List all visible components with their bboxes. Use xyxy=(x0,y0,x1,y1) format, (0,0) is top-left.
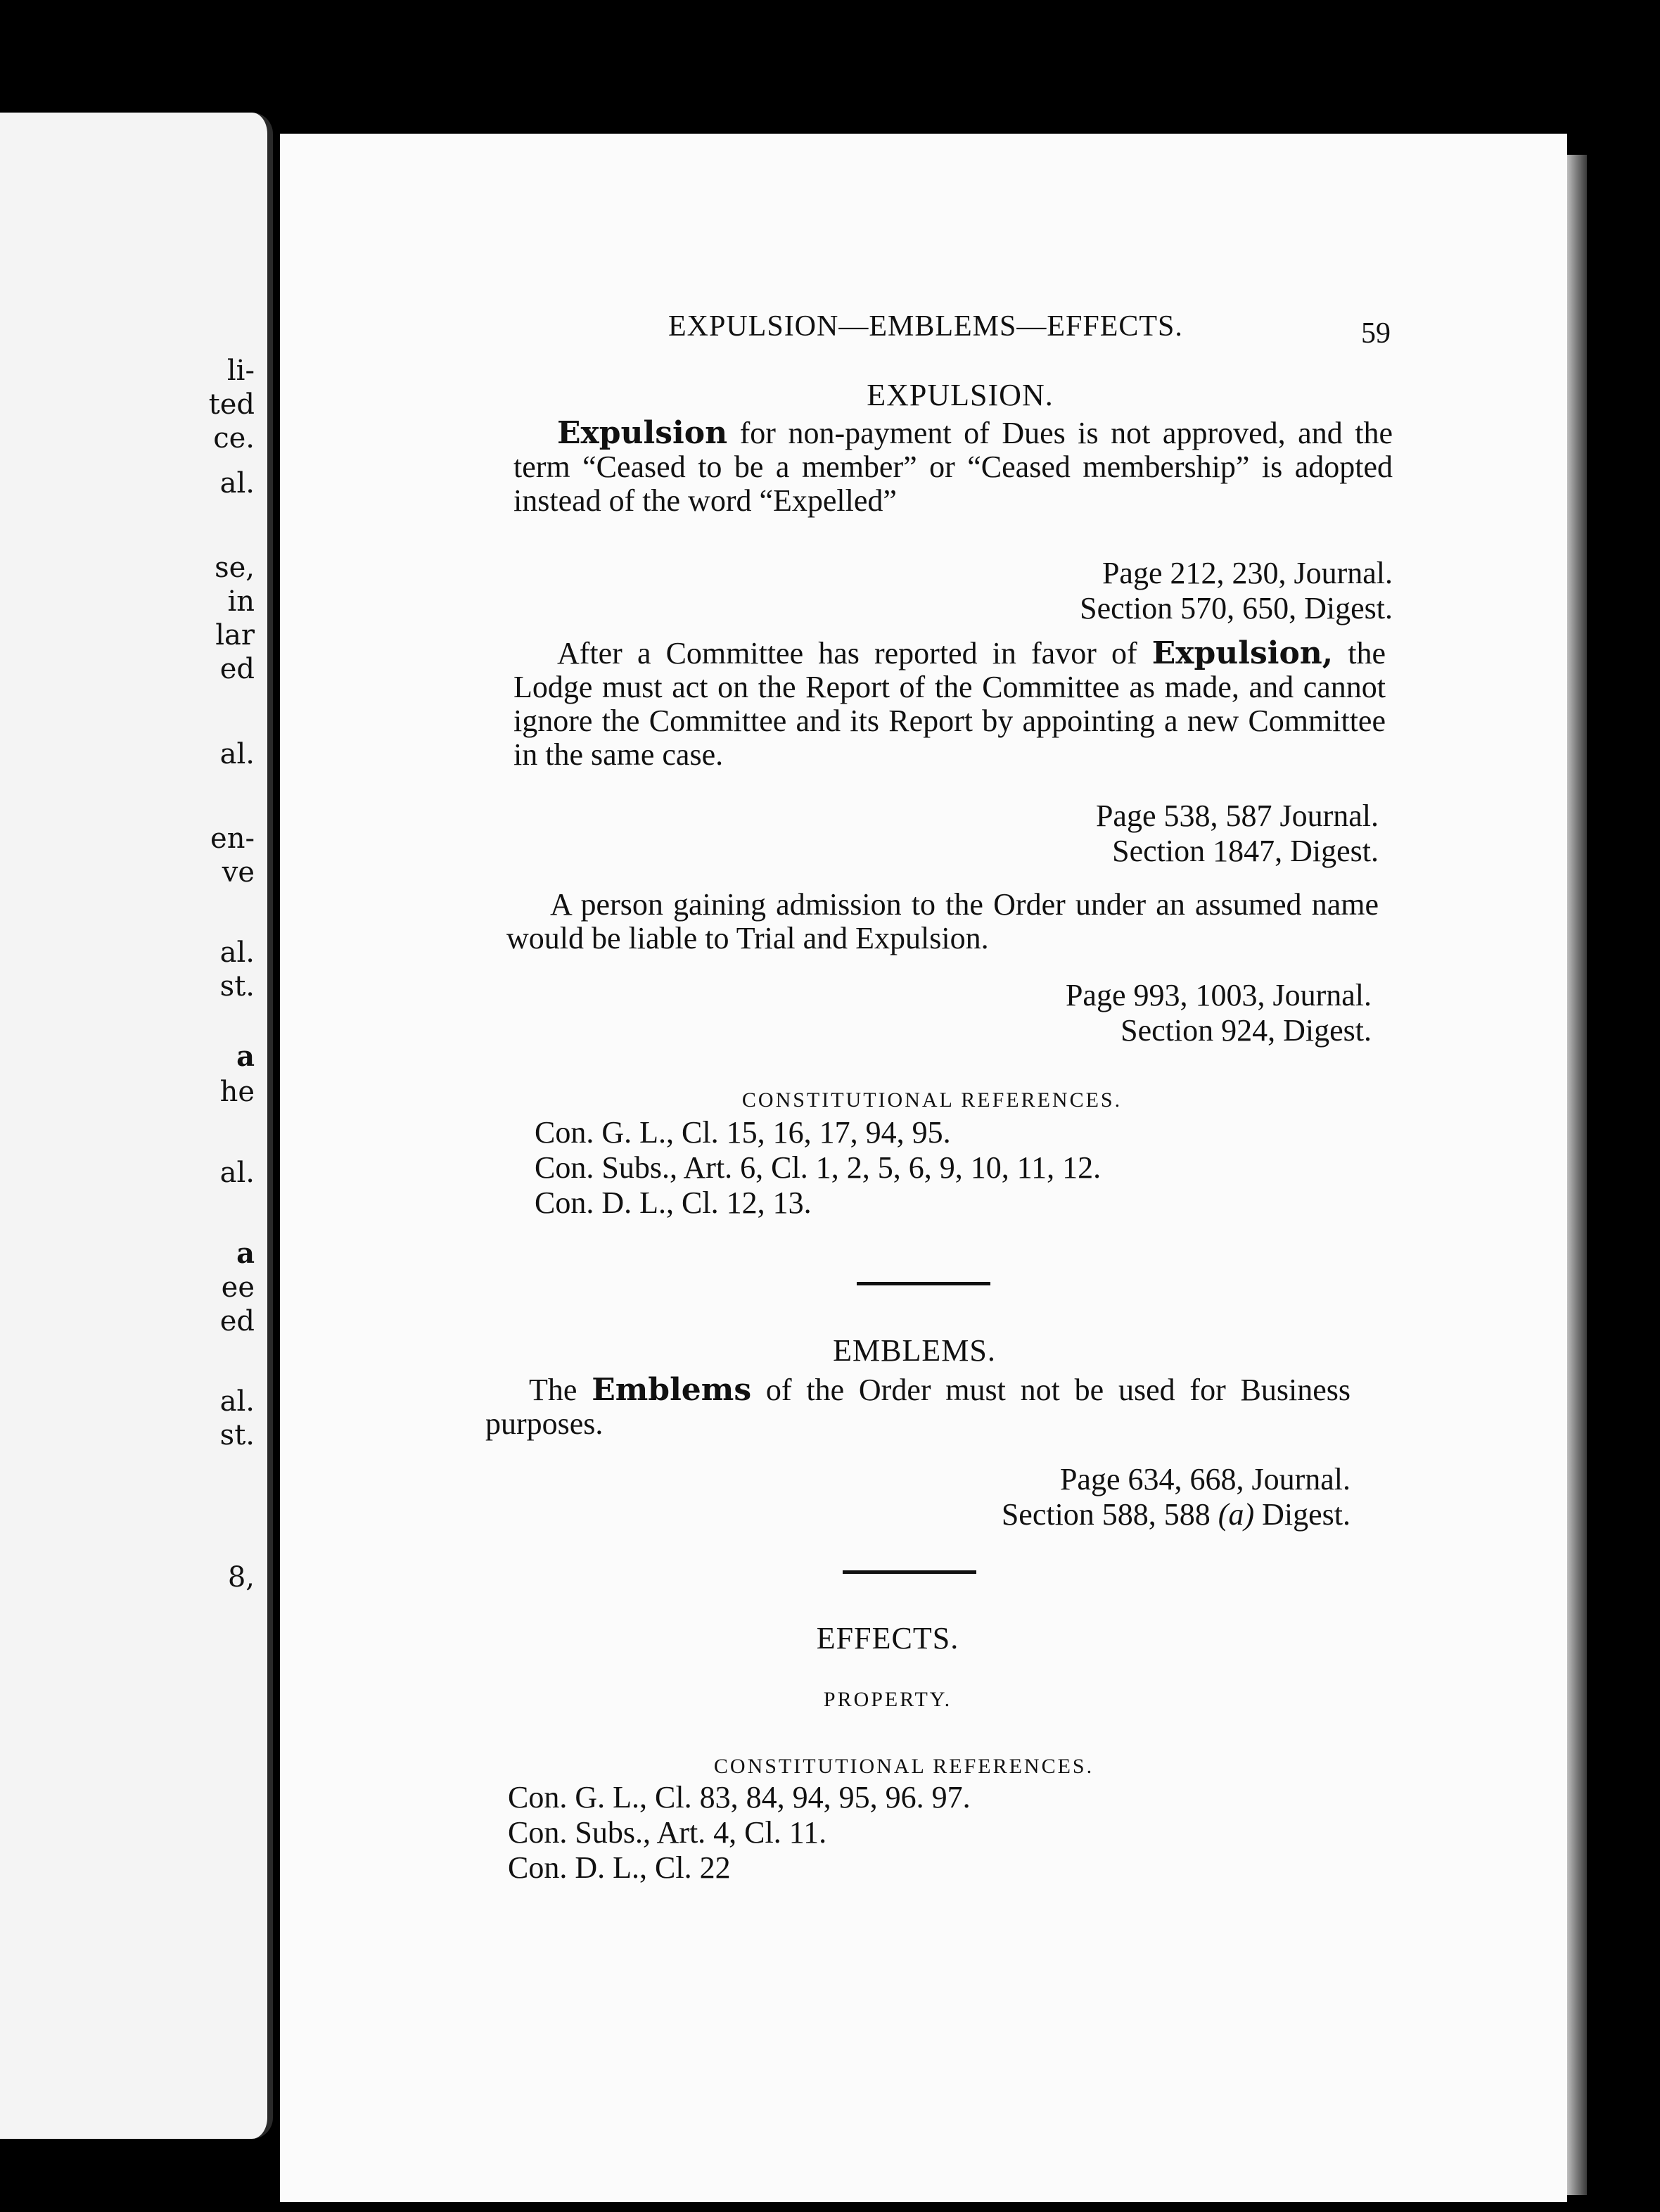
reference-line: Con. G. L., Cl. 83, 84, 94, 95, 96. 97. xyxy=(508,1780,971,1814)
reference-line: Con. G. L., Cl. 15, 16, 17, 94, 95. xyxy=(535,1115,951,1150)
left-page-fragment: ee xyxy=(221,1271,255,1304)
section-heading-effects: EFFECTS. xyxy=(816,1621,959,1655)
expulsion-paragraph-2: After a Committee has reported in favor of Expulsion, the Lodge must act on the Report of the Committee as made, and cannot ignore the Committee and its Report by appointing a new Committee in the same case. xyxy=(513,635,1386,772)
emblems-paragraph: The Emblems of the Order must not be used for Business purposes. xyxy=(485,1372,1351,1441)
section-heading-expulsion: EXPULSION. xyxy=(867,378,1054,412)
left-page-fragment: ed xyxy=(219,653,255,685)
citation-2: Page 538, 587 Journal. Section 1847, Digest. xyxy=(1095,799,1379,868)
left-page-fragment: he xyxy=(219,1076,255,1108)
left-page-fragment: li- xyxy=(226,355,255,387)
bold-term: Expulsion, xyxy=(1151,635,1334,671)
left-page-fragment: ce. xyxy=(213,422,255,455)
expulsion-paragraph-3: A person gaining admission to the Order under an assumed name would be liable to Trial and Expulsion. xyxy=(506,887,1379,955)
reference-line: Con. D. L., Cl. 12, 13. xyxy=(535,1186,812,1220)
citation-emblems: Page 634, 668, Journal. Section 588, 588 (a) Digest. xyxy=(1001,1462,1351,1532)
left-page-fragment: st. xyxy=(219,1419,255,1451)
constitutional-references-list xyxy=(535,1115,1308,1221)
section-divider xyxy=(843,1570,976,1574)
left-page-fragment: en- xyxy=(210,822,255,855)
left-page-fragment: lar xyxy=(215,619,255,651)
citation-1: Page 212, 230, Journal. Section 570, 650, Digest. xyxy=(1080,556,1393,625)
reference-line: Con. D. L., Cl. 22 xyxy=(508,1850,731,1885)
left-page-fragment: in xyxy=(227,585,255,618)
left-page-fragment: ve xyxy=(222,856,255,889)
constitutional-references-heading: CONSTITUTIONAL REFERENCES. xyxy=(713,1755,1094,1778)
left-facing-page xyxy=(0,113,273,2139)
left-page-fragment: al. xyxy=(219,936,255,969)
running-head: EXPULSION—EMBLEMS—EFFECTS. xyxy=(668,310,1183,343)
bold-term: Expulsion xyxy=(557,415,728,451)
constitutional-references-heading: CONSTITUTIONAL REFERENCES. xyxy=(741,1088,1123,1112)
left-page-fragment: al. xyxy=(219,1385,255,1418)
citation-3: Page 993, 1003, Journal. Section 924, Digest. xyxy=(1065,978,1372,1048)
left-page-fragment: 8, xyxy=(227,1561,255,1594)
left-page-fragment: a xyxy=(236,1237,255,1270)
bold-term: Emblems xyxy=(592,1372,752,1408)
left-page-fragment: a xyxy=(236,1040,255,1073)
reference-line: Con. Subs., Art. 6, Cl. 1, 2, 5, 6, 9, 10, 11, 12. xyxy=(535,1150,1102,1185)
left-page-fragment: st. xyxy=(219,970,255,1003)
left-page-fragment: ted xyxy=(208,388,255,421)
left-page-fragment: al. xyxy=(219,467,255,500)
left-page-fragment: se, xyxy=(215,552,255,584)
page-stack-edge xyxy=(1567,155,1587,2195)
page-number: 59 xyxy=(1361,317,1391,350)
section-divider xyxy=(857,1282,990,1285)
expulsion-paragraph-1: Expulsion for non-payment of Dues is not approved, and the term “Ceased to be a member” or “Ceased membership” is adopted instead of the word “Expelled” xyxy=(513,415,1393,518)
section-heading-emblems: EMBLEMS. xyxy=(833,1333,996,1368)
left-page-fragment: al. xyxy=(219,1157,255,1189)
left-page-fragment: ed xyxy=(219,1305,255,1337)
reference-line: Con. Subs., Art. 4, Cl. 11. xyxy=(508,1815,827,1850)
subheading-property: PROPERTY. xyxy=(823,1688,952,1711)
left-page-fragment: al. xyxy=(219,738,255,770)
constitutional-references-list xyxy=(508,1780,1282,1886)
